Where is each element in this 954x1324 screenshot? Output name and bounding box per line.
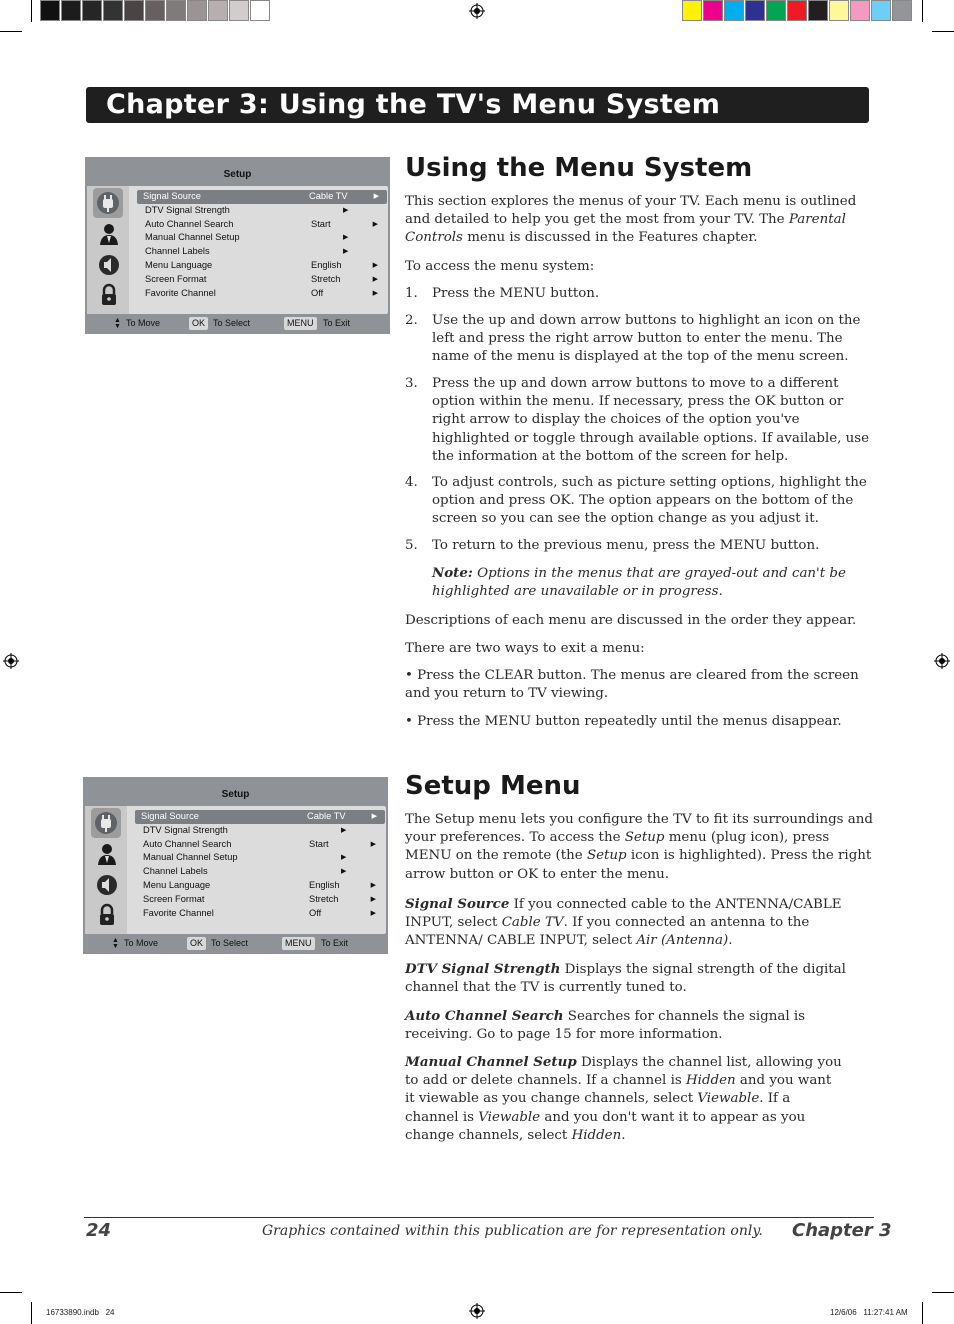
- menu-item-label: Channel Labels: [143, 866, 208, 877]
- auto-channel-paragraph: Auto Channel Search Searches for channels the signal is receiving. Go to page 15 for more information.: [405, 1008, 806, 1043]
- up-down-arrow-icon: ▲ ▼: [112, 937, 119, 950]
- page-number: 24: [86, 1220, 112, 1241]
- help-select: To Select: [211, 938, 249, 948]
- color-swatch: [766, 0, 786, 21]
- ok-key: OK: [189, 317, 208, 330]
- right-arrow-icon: ▶: [372, 289, 378, 297]
- footer-rule: [84, 1217, 874, 1218]
- crop-mark: [0, 1292, 22, 1293]
- exit-option-1: • Press the CLEAR button. The menus are cleared from the screen and you return to TV viewing.: [405, 668, 859, 702]
- menu-item-dtv-signal-strength[interactable]: [139, 204, 386, 218]
- setup-plug-icon[interactable]: [93, 188, 123, 218]
- menu-item-label: DTV Signal Strength: [143, 824, 228, 835]
- chapter-banner: Chapter 3: Using the TV's Menu System: [86, 87, 869, 123]
- menu-panel: [87, 186, 388, 314]
- menu-item-manual-channel-setup[interactable]: [139, 231, 386, 245]
- timestamp-slug: 12/6/06 11:27:41 AM: [830, 1308, 908, 1317]
- right-arrow-icon: ▶: [372, 275, 378, 283]
- crop-mark: [932, 1292, 954, 1293]
- right-arrow-icon: ▶: [343, 234, 349, 242]
- menu-key: MENU: [284, 317, 317, 330]
- gray-swatch: [208, 0, 228, 21]
- menu-title: Setup: [221, 789, 250, 800]
- right-arrow-icon: ▶: [370, 882, 376, 889]
- right-arrow-icon: ▶: [341, 826, 347, 834]
- menu-item-favorite-channel[interactable]: [139, 287, 386, 301]
- help-exit: To Exit: [323, 318, 351, 328]
- menu-item-value: Cable TV: [309, 191, 348, 201]
- step-2: 2. Use the up and down arrow buttons to highlight an icon on the left and press the right arrow button to enter the menu. The name of the menu is displayed at the top of the menu screen.: [405, 313, 861, 365]
- crop-mark: [922, 1302, 923, 1324]
- menu-icon-column: [85, 806, 127, 934]
- menu-item-value: Cable TV: [307, 811, 346, 821]
- gray-swatch: [145, 0, 165, 21]
- menu-item-channel-labels[interactable]: [139, 245, 386, 259]
- person-icon[interactable]: [94, 841, 120, 867]
- menu-help-bar: [83, 937, 388, 951]
- gray-swatch: [166, 0, 186, 21]
- menu-item-label: Favorite Channel: [143, 907, 214, 918]
- crop-mark: [922, 0, 923, 22]
- menu-item-label: Favorite Channel: [145, 287, 216, 298]
- menu-item-screen-format[interactable]: [139, 273, 386, 287]
- menu-item-label: Auto Channel Search: [145, 218, 234, 229]
- menu-item-value: Stretch: [311, 273, 341, 284]
- menu-key: MENU: [282, 937, 315, 950]
- menu-item-label: Screen Format: [145, 273, 207, 284]
- menu-item-auto-channel-search[interactable]: [139, 218, 386, 232]
- ok-key: OK: [187, 937, 206, 950]
- menu-item-signal-source[interactable]: [135, 810, 385, 824]
- color-swatch: [808, 0, 828, 21]
- menu-item-label: Menu Language: [143, 880, 211, 890]
- menu-icon-column: [87, 186, 129, 314]
- descriptions-paragraph: Descriptions of each menu are discussed in the order they appear.: [405, 613, 857, 628]
- section-heading-setup-menu: Setup Menu: [405, 771, 581, 801]
- menu-item-value: English: [309, 880, 340, 890]
- menu-title: Setup: [223, 169, 252, 180]
- menu-item-value: Start: [309, 838, 329, 849]
- signal-source-paragraph: Signal Source If you connected cable to the ANTENNA/CABLE INPUT, select Cable TV. If you connected an antenna to the ANTENNA/ CABLE INPUT, select Air (Antenna).: [405, 896, 842, 949]
- menu-item-label: Manual Channel Setup: [143, 852, 238, 863]
- right-arrow-icon: ▶: [343, 248, 349, 256]
- padlock-icon[interactable]: [96, 282, 122, 308]
- menu-item-value: English: [311, 260, 342, 270]
- help-move: To Move: [124, 938, 159, 948]
- gray-swatch: [229, 0, 249, 21]
- color-swatch: [724, 0, 744, 21]
- gray-swatch: [82, 0, 102, 21]
- gray-swatch: [187, 0, 207, 21]
- color-swatch: [871, 0, 891, 21]
- registration-mark-icon: [469, 3, 485, 19]
- access-paragraph: To access the menu system:: [405, 259, 595, 274]
- menu-panel: [85, 806, 386, 934]
- color-swatch: [829, 0, 849, 21]
- menu-item-dtv-signal-strength[interactable]: [137, 824, 384, 838]
- dtv-signal-paragraph: DTV Signal Strength Displays the signal strength of the digital channel that the TV is currently tuned to.: [405, 961, 846, 996]
- menu-item-label: Manual Channel Setup: [145, 232, 240, 243]
- registration-mark-icon: [3, 653, 19, 669]
- intro-paragraph: This section explores the menus of your TV. Each menu is outlined and detailed to help you get the most from your TV. The Parental Controls menu is discussed in the Features chapter.: [405, 194, 857, 246]
- menu-item-label: Channel Labels: [145, 246, 210, 257]
- file-slug: 16733890.indb 24: [46, 1308, 115, 1317]
- color-swatch: [892, 0, 912, 21]
- step-1: 1. Press the MENU button.: [405, 286, 600, 301]
- menu-item-label: Menu Language: [145, 260, 213, 270]
- registration-mark-icon: [934, 653, 950, 669]
- menu-item-value: Start: [311, 218, 331, 229]
- help-move: To Move: [126, 318, 161, 328]
- setup-menu-screenshot: [85, 157, 390, 334]
- exit-option-2: • Press the MENU button repeatedly until the menus disappear.: [405, 714, 842, 729]
- setup-plug-icon[interactable]: [91, 808, 121, 838]
- exit-intro-paragraph: There are two ways to exit a menu:: [405, 641, 645, 656]
- menu-item-menu-language[interactable]: [137, 879, 384, 893]
- menu-item-menu-language[interactable]: [139, 259, 386, 273]
- menu-item-signal-source[interactable]: [137, 190, 387, 204]
- gray-swatch: [124, 0, 144, 21]
- menu-item-auto-channel-search[interactable]: [137, 838, 384, 852]
- speaker-icon[interactable]: [96, 252, 122, 278]
- menu-item-value: Off: [309, 907, 322, 918]
- gray-swatch: [61, 0, 81, 21]
- gray-swatch: [103, 0, 123, 21]
- section-heading-using-menu: Using the Menu System: [405, 153, 753, 183]
- menu-item-value: Off: [311, 287, 324, 298]
- right-arrow-icon: ▶: [370, 909, 376, 917]
- color-swatch: [745, 0, 765, 21]
- footer-disclaimer: Graphics contained within this publication are for representation only.: [262, 1223, 763, 1239]
- color-swatch: [850, 0, 870, 21]
- right-arrow-icon: ▶: [372, 220, 378, 228]
- step-5: 5. To return to the previous menu, press the MENU button.: [405, 538, 820, 553]
- setup-menu-screenshot: [83, 777, 388, 954]
- note-paragraph: Note: Options in the menus that are grayed-out and can't be highlighted are unavailable or in progress.: [432, 565, 846, 600]
- menu-item-value: Stretch: [309, 893, 339, 904]
- right-arrow-icon: ▶: [370, 840, 376, 848]
- color-swatch: [787, 0, 807, 21]
- registration-mark-icon: [469, 1303, 485, 1319]
- menu-item-label: Auto Channel Search: [143, 838, 232, 849]
- gray-swatch: [40, 0, 60, 21]
- footer-chapter: Chapter 3: [792, 1220, 892, 1241]
- person-icon[interactable]: [96, 221, 122, 247]
- step-3: 3. Press the up and down arrow buttons to move to a different option within the menu. If necessary, press the OK button or right arrow to display the choices of the option you've highlighted or toggle through available options. If available, use the information at the bottom of the screen for help.: [405, 376, 870, 464]
- step-4: 4. To adjust controls, such as picture setting options, highlight the option and press OK. The option appears on the bottom of the screen so you can see the option change as you adjust it.: [405, 475, 867, 527]
- menu-item-label: Screen Format: [143, 893, 205, 904]
- menu-item-label: Signal Source: [143, 191, 201, 201]
- color-swatch: [703, 0, 723, 21]
- right-arrow-icon: ▶: [341, 868, 347, 876]
- crop-mark: [31, 1302, 32, 1324]
- padlock-icon[interactable]: [94, 902, 120, 928]
- help-select: To Select: [213, 318, 251, 328]
- menu-item-manual-channel-setup[interactable]: [137, 851, 384, 865]
- color-swatch: [682, 0, 702, 21]
- up-down-arrow-icon: ▲ ▼: [114, 317, 121, 330]
- right-arrow-icon: ▶: [372, 262, 378, 269]
- right-arrow-icon: ▶: [370, 895, 376, 903]
- menu-help-bar: [85, 317, 390, 331]
- gray-swatch: [250, 0, 270, 21]
- menu-item-channel-labels[interactable]: [137, 865, 384, 879]
- menu-item-label: Signal Source: [141, 811, 199, 821]
- setup-intro-paragraph: The Setup menu lets you configure the TV to fit its surroundings and your preferences. To access the Setup menu (plug icon), press MENU on the remote (the Setup icon is highlighted). Press the right arrow button or OK to enter the menu.: [405, 812, 873, 882]
- crop-mark: [31, 0, 32, 22]
- right-arrow-icon: ▶: [373, 193, 379, 200]
- crop-mark: [932, 31, 954, 32]
- speaker-icon[interactable]: [94, 872, 120, 898]
- menu-item-favorite-channel[interactable]: [137, 907, 384, 921]
- right-arrow-icon: ▶: [341, 854, 347, 862]
- menu-item-screen-format[interactable]: [137, 893, 384, 907]
- menu-item-label: DTV Signal Strength: [145, 204, 230, 215]
- right-arrow-icon: ▶: [343, 206, 349, 214]
- help-exit: To Exit: [321, 938, 349, 948]
- crop-mark: [0, 31, 22, 32]
- right-arrow-icon: ▶: [371, 813, 377, 820]
- manual-channel-paragraph: Manual Channel Setup Displays the channel list, allowing you to add or delete channels. If a channel is Hidden and you want it viewable as you change channels, select Viewable. If a channel is Viewable and you don't want it to appear as you change channels, select Hidden.: [405, 1054, 842, 1143]
